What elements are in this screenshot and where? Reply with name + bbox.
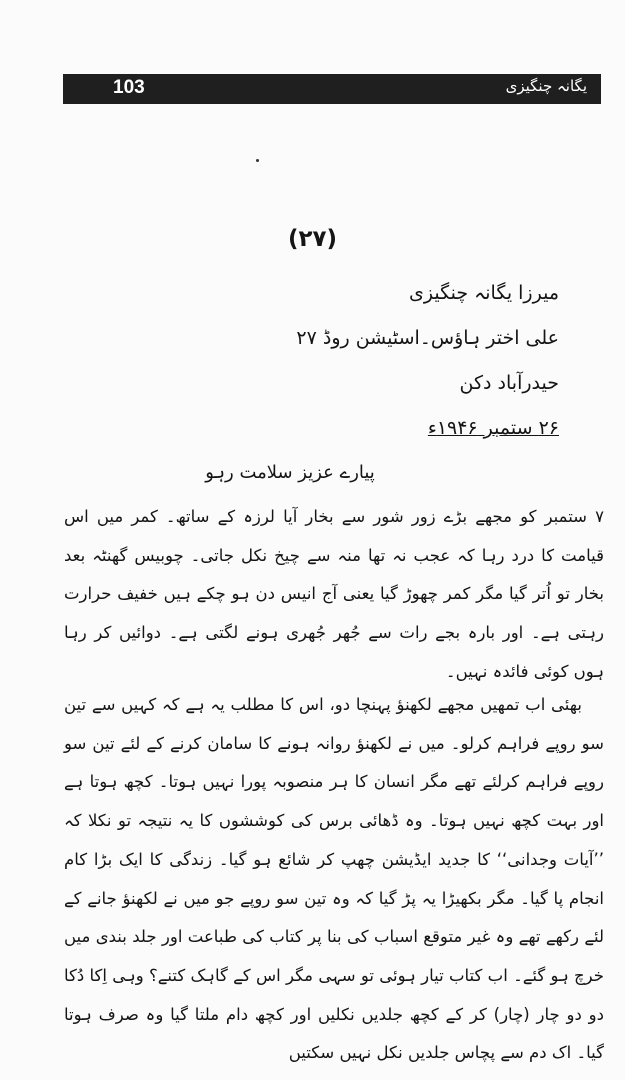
address-name: میرزا یگانہ چنگیزی bbox=[409, 282, 559, 304]
address-city: حیدرآباد دکن bbox=[459, 372, 559, 394]
address-block bbox=[296, 275, 559, 455]
stray-ink-mark bbox=[256, 159, 259, 162]
address-street: علی اختر ہاؤس۔اسٹیشن روڈ ۲۷ bbox=[296, 327, 559, 349]
body-paragraph-2 bbox=[64, 686, 604, 1073]
page-number: 103 bbox=[113, 77, 145, 98]
running-title: یگانہ چنگیزی bbox=[505, 77, 587, 95]
body-paragraph-1 bbox=[64, 498, 604, 692]
letter-number: (۲۷) bbox=[287, 226, 338, 252]
paragraph-text: بھئی اب تمھیں مجھے لکھنؤ پہنچا دو، اس کا مطلب یہ ہے کہ کہیں سے تین سو روپے فراہم کرلو۔ میں نے لکھنؤ روانہ ہونے کا سامان کرنے کے لئے تین سو روپے فراہم کرلئے تھے مگر انسان کا ہر منصوبہ پورا نہیں ہوتا۔ کچھ ہوتا ہے اور بہت کچھ نہیں ہوتا۔ وہ ڈھائی برس کی کوششوں کا یہ نتیجہ تو نکلا کہ ’’آیات وجدانی‘‘ کا جدید ایڈیشن چھپ کر شائع ہو گیا۔ زندگی کا ایک بڑا کام انجام پا گیا۔ مگر بکھیڑا یہ پڑ گیا کہ وہ تین سو روپے جو میں نے لکھنؤ جانے کے لئے رکھے تھے وہ غیر متوقع اسباب کی بنا پر کتاب کی طباعت اور جلد بندی میں خرچ ہو گئے۔ اب کتاب تیار ہوئی تو سہی مگر اس کے گاہک کتنے؟ وہی اِکا دُکا دو دو چار (چار) کر کے کچھ جلدیں نکلیں اور کچھ دام ملتا گیا وہ صرف ہوتا گیا۔ اک دم سے پچاس جلدیں نکل نہیں سکتیں bbox=[64, 695, 604, 1063]
paragraph-text: ۷ ستمبر کو مجھے بڑے زور شور سے بخار آیا لرزہ کے ساتھ۔ کمر میں اس قیامت کا درد رہا کہ عجب نہ تھا منہ سے چیخ نکل جاتی۔ چوبیس گھنٹہ بعد بخار تو اُتر گیا مگر کمر چھوڑ گیا یعنی آج انیس دن ہو چکے ہیں خفیف حرارت رہتی ہے۔ اور بارہ بجے رات سے جُھر جُھری ہونے لگتی ہے۔ دوائیں کر رہا ہوں کوئی فائدہ نہیں۔ bbox=[64, 507, 604, 681]
running-header bbox=[63, 74, 601, 104]
salutation: پیارے عزیز سلامت رہو bbox=[205, 462, 375, 483]
letter-date: ۲۶ ستمبر ۱۹۴۶ء bbox=[427, 417, 559, 439]
